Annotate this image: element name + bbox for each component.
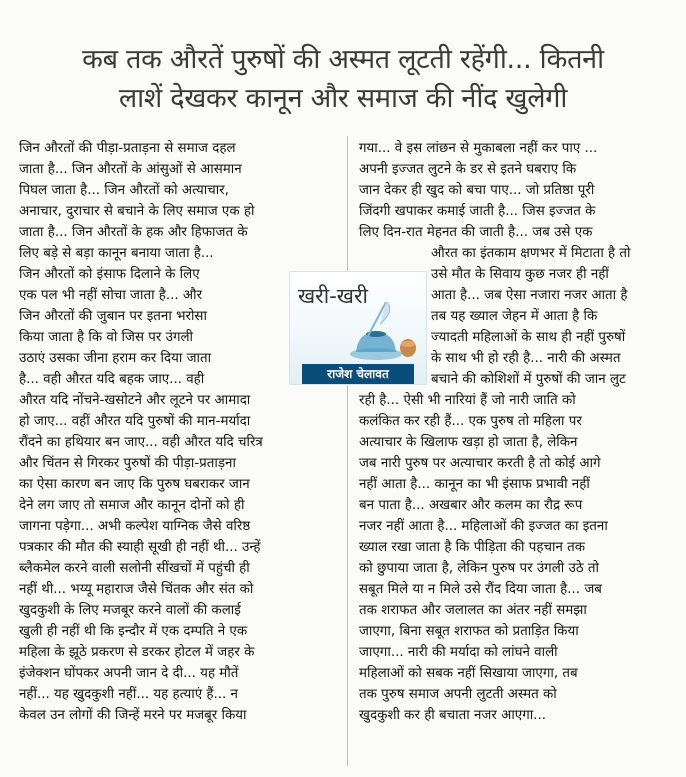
text-line: जाएगा... नारी की मर्यादा को लांघने वाली: [359, 645, 558, 660]
text-line: जिन औरतों की पीड़ा-प्रताड़ना से समाज दहल: [19, 141, 236, 156]
text-line: अत्याचार के खिलाफ खड़ा हो जाता है, लेकिन: [359, 435, 578, 450]
text-line: लिए दिन-रात मेहनत की जाती है... जब उसे एक: [359, 225, 593, 240]
right-column: [359, 138, 665, 726]
text-line: और चिंतन से गिरकर पुरुषों की पीड़ा-प्रताड़ना: [19, 456, 236, 471]
text-line: नहीं थी... भय्यू महाराज जैसे चिंतक और संत को: [19, 582, 254, 597]
text-line: नजर नहीं आता है... महिलाओं की इज्जत का इतना: [359, 519, 608, 534]
column-author-band: राजेश चेलावत: [302, 364, 414, 384]
text-line: उठाएं उसका जीना हराम कर दिया जाता: [19, 351, 212, 366]
text-line: लिए बड़े से बड़ा कानून बनाया जाता है...: [19, 246, 214, 261]
text-line: तक पुरुष समाज अपनी लुटती अस्मत को: [359, 687, 557, 702]
text-line: तक शराफत और जलालत का अंतर नहीं समझा: [359, 603, 587, 618]
text-line: ख्याल रखा जाता है कि पीड़िता की पहचान तक: [359, 540, 586, 555]
text-line: औरत यदि नोंचने-खसोटने और लूटने पर आमादा: [19, 393, 251, 408]
text-line: अनाचार, दुराचार से बचाने के लिए समाज एक हो: [19, 204, 255, 219]
pen-and-inkpot-icon: [346, 302, 422, 362]
text-line: है... वही औरत यदि बहक जाए... वही: [19, 372, 205, 387]
text-line: जागना पड़ेगा... अभी कल्पेश याग्निक जैसे वरिष्ठ: [19, 519, 251, 534]
text-line: देने लग जाए तो समाज और कानून दोनों को ही: [19, 498, 245, 513]
column-logo-title: खरी-खरी: [298, 284, 368, 308]
text-line: सबूत मिले या न मिले उसे रौंद दिया जाता है... जब: [359, 582, 602, 597]
text-line: आता है... जब ऐसा नजारा नजर आता है: [431, 288, 628, 303]
text-line: पिघल जाता है... जिन औरतों को अत्याचार,: [19, 183, 229, 198]
text-line: रौंदने का हथियार बन जाए... वही औरत यदि चरित्र: [19, 435, 263, 450]
text-line: पत्रकार की मौत की स्याही सूखी ही नहीं थी... उन्हें: [19, 540, 261, 555]
text-line: हो जाए... वहीं औरत यदि पुरुषों की मान-मर्यादा: [19, 414, 251, 429]
text-line: खुदकुशी कर ही बचाता नजर आएगा...: [359, 708, 546, 723]
text-line: ज्यादती महिलाओं के साथ ही नहीं पुरुषों: [431, 330, 626, 345]
text-line: इंजेक्शन घोंपकर अपनी जान दे दी... यह मौतें: [19, 666, 239, 681]
text-line: तब यह ख्याल जेहन में आता है कि: [431, 309, 598, 324]
text-line: केवल उन लोगों की जिन्हें मरने पर मजबूर किया: [19, 708, 247, 723]
text-line: बचाने की कोशिशों में पुरुषों की जान लुट: [431, 372, 626, 387]
text-line: के साथ भी हो रही है... नारी की अस्मत: [431, 351, 621, 366]
text-line: जिन औरतों की जुबान पर इतना भरोसा: [19, 309, 207, 324]
text-line: औरत का इंतकाम क्षणभर में मिटाता है तो: [431, 246, 631, 261]
text-line: जब नारी पुरुष पर अत्याचार करती है तो कोई आगे: [359, 456, 601, 471]
text-line: जाएगा, बिना सबूत शराफत को प्रताड़ित किया: [359, 624, 579, 639]
text-line: जिंदगी खपाकर कमाई जाती है... जिस इज्जत के: [359, 204, 596, 219]
text-line: नहीं आता है... कानून का भी इंसाफ प्रभावी नहीं: [359, 477, 590, 492]
text-line: अपनी इज्जत लुटने के डर से इतने घबराए कि: [359, 162, 577, 177]
headline-line-2: लाशें देखकर कानून और समाज की नींद खुलेगी: [118, 83, 568, 114]
text-line: रही है... ऐसी भी नारियां हैं जो नारी जाति को: [359, 393, 576, 408]
text-line: महिला के झूठे प्रकरण से डरकर होटल में जहर के: [19, 645, 255, 660]
text-line: जाता है... जिन औरतों के आंसुओं से आसमान: [19, 162, 242, 177]
text-line: बन पाता है... अखबार और कलम का रौद्र रूप: [359, 498, 583, 513]
text-line: कलंकित कर रही हैं... एक पुरुष तो महिला पर: [359, 414, 582, 429]
text-line: गया... वे इस लांछन से मुकाबला नहीं कर पाए ...: [359, 141, 598, 156]
text-line: को छुपाया जाता है, लेकिन पुरुष पर उंगली उठे तो: [359, 561, 599, 576]
text-line: उसे मौत के सिवाय कुछ नजर ही नहीं: [431, 267, 609, 282]
text-line: नहीं... यह खुदकुशी नहीं... यह हत्याएं हैं... न: [19, 687, 238, 702]
headline-line-1: कब तक औरतें पुरुषों की अस्मत लूटती रहेंगी... कितनी: [82, 44, 604, 75]
text-line: का ऐसा कारण बन जाए कि पुरुष घबराकर जान: [19, 477, 250, 492]
text-line: जिन औरतों को इंसाफ दिलाने के लिए: [19, 267, 200, 282]
text-line: जाता है... जिन औरतों के हक और हिफाजत के: [19, 225, 248, 240]
column-logo-box: [289, 271, 427, 385]
text-line: एक पल भी नहीं सोचा जाता है... और: [19, 288, 203, 303]
headline: [0, 40, 686, 118]
column-divider: [347, 136, 348, 766]
text-line: ब्लैकमेल करने वाली सलोनी सींखचों में पहुंची ही: [19, 561, 250, 576]
text-line: महिलाओं को सबक नहीं सिखाया जाएगा, तब: [359, 666, 578, 681]
text-line: किया जाता है कि वो जिस पर उंगली: [19, 330, 194, 345]
text-line: खुदकुशी के लिए मजबूर करने वालों की कलाई: [19, 603, 241, 618]
text-line: खुली ही नहीं थी कि इन्दौर में एक दम्पति ने एक: [19, 624, 248, 639]
left-column: [19, 138, 335, 726]
text-line: जान देकर ही खुद को बचा पाए... जो प्रतिष्ठा पूरी: [359, 183, 595, 198]
